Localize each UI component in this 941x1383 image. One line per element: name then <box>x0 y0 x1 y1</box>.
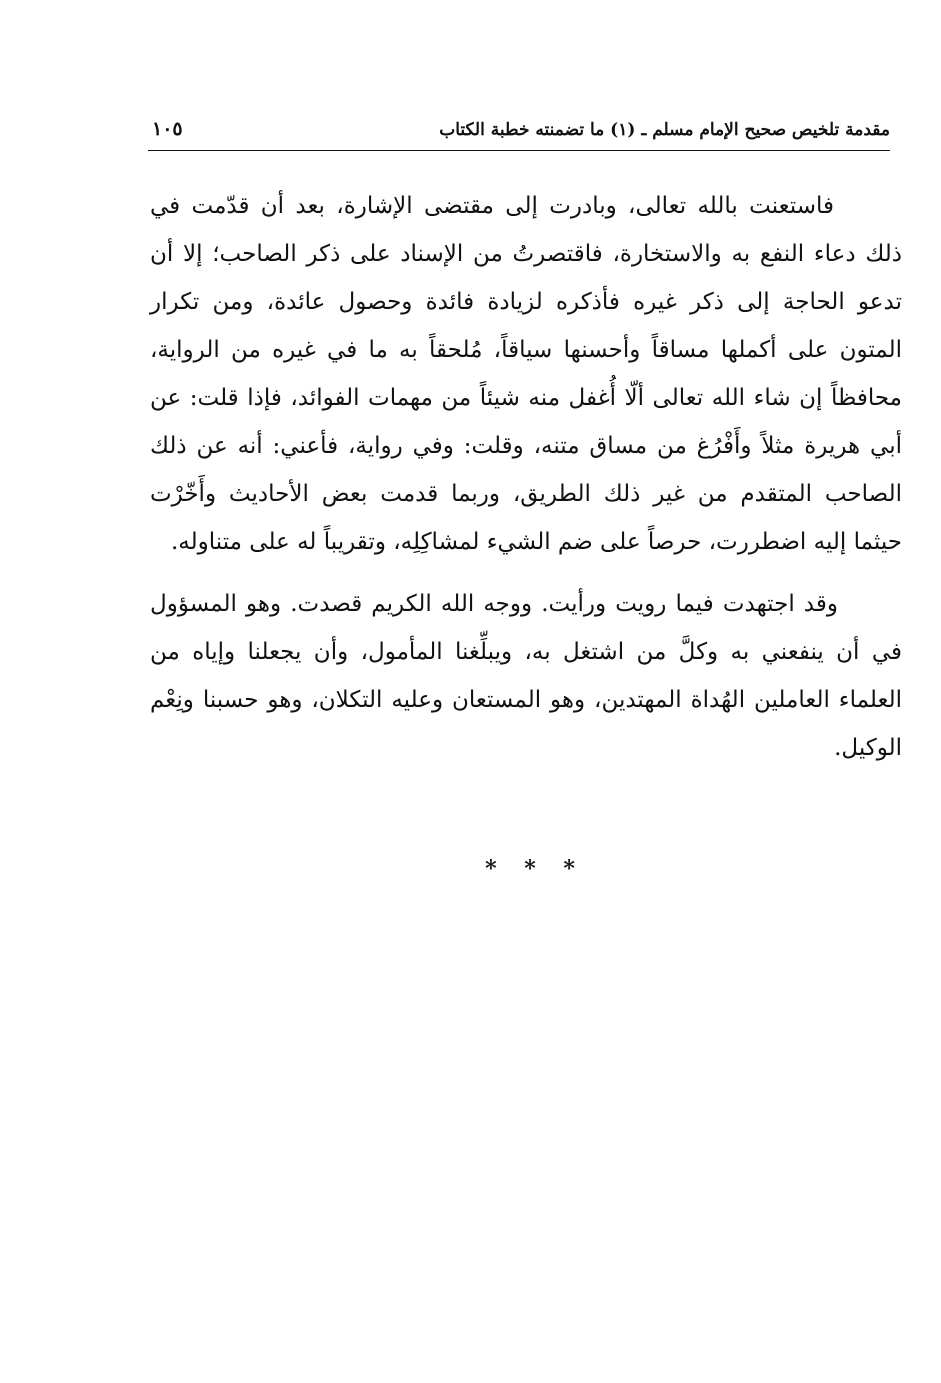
section-separator: * * * <box>485 856 585 882</box>
running-header-title: مقدمة تلخيص صحيح الإمام مسلم ـ (١) ما تضمنته خطبة الكتاب <box>439 120 890 140</box>
page-number: ١٠٥ <box>152 118 183 140</box>
body-text <box>150 182 902 772</box>
header-rule <box>148 150 890 151</box>
running-header <box>148 118 890 148</box>
paragraph-1: فاستعنت بالله تعالى، وبادرت إلى مقتضى الإشارة، بعد أن قدّمت في ذلك دعاء النفع به والاستخارة، فاقتصرتُ من الإسناد على ذكر الصاحب؛ إلا أن تدعو الحاجة إلى ذكر غيره فأذكره لزيادة فائدة وحصول عائدة، ومن تكرار المتون على أكملها مساقاً وأحسنها سياقاً، مُلحقاً به ما في غيره من الرواية، محافظاً إن شاء الله تعالى ألّا أُغفل منه شيئاً من مهمات الفوائد، فإذا قلت: عن أبي هريرة مثلاً وأَفْرُغ من مساق متنه، وقلت: وفي رواية، فأعني: أنه عن ذلك الصاحب المتقدم من غير ذلك الطريق، وربما قدمت بعض الأحاديث وأَخّرْت حيثما إليه اضطررت، حرصاً على ضم الشيء لمشاكِلِه، وتقريباً له على متناوله. <box>150 193 902 555</box>
paragraph-2: وقد اجتهدت فيما رويت ورأيت. ووجه الله الكريم قصدت. وهو المسؤول في أن ينفعني به وكلَّ من اشتغل به، ويبلِّغنا المأمول، وأن يجعلنا وإياه من العلماء العاملين الهُداة المهتدين، وهو المستعان وعليه التكلان، وهو حسبنا ونِعْم الوكيل. <box>150 591 902 761</box>
